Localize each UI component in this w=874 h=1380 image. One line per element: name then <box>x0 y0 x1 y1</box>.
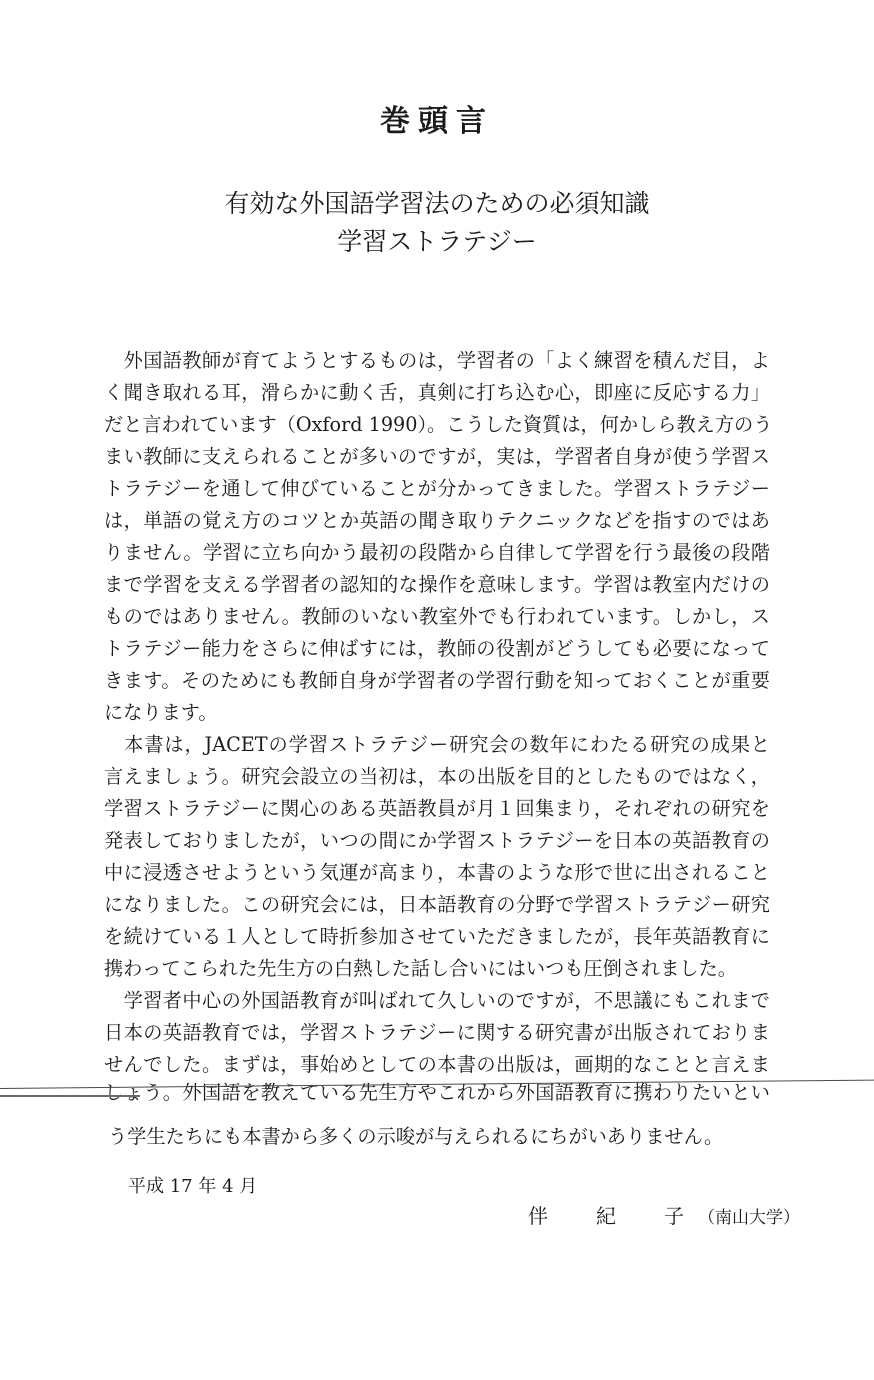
body-line: 言えましょう。研究会設立の当初は，本の出版を目的としたものではなく， <box>104 765 770 788</box>
body-line: は，単語の覚え方のコツとか英語の聞き取りテクニックなどを指すのではあ <box>104 509 770 532</box>
body-line: トラテジーを通して伸びていることが分かってきました。学習ストラテジー <box>104 477 770 500</box>
body-line: まで学習を支える学習者の認知的な操作を意味します。学習は教室内だけの <box>104 573 770 596</box>
body-line: く聞き取れる耳，滑らかに動く舌，真剣に打ち込む心，即座に反応する力」 <box>104 381 770 404</box>
body-line: 学習者中心の外国語教育が叫ばれて久しいのですが，不思議にもこれまで <box>104 989 770 1012</box>
body-line: だと言われています（Oxford 1990）。こうした資質は，何かしら教え方のう <box>104 413 773 436</box>
date-line: 平成 17 年 4 月 <box>128 1176 258 1197</box>
body-line: トラテジー能力をさらに伸ばすには，教師の役割がどうしても必要になって <box>104 637 770 660</box>
body-line: になりました。この研究会には，日本語教育の分野で学習ストラテジー研究 <box>104 893 770 916</box>
body-line: 本書は，JACETの学習ストラテジー研究会の数年にわたる研究の成果と <box>104 733 770 756</box>
body-line: 携わってこられた先生方の白熱した話し合いにはいつも圧倒されました。 <box>104 957 737 980</box>
author-affiliation: （南山大学） <box>698 1208 800 1228</box>
page-heading: 巻頭言 <box>380 104 494 139</box>
body-line: ものではありません。教師のいない教室外でも行われています。しかし，ス <box>104 605 770 628</box>
subtitle-line-2: 学習ストラテジー <box>337 227 537 256</box>
subtitle-line-1: 有効な外国語学習法のための必須知識 <box>224 189 650 218</box>
body-line: きます。そのためにも教師自身が学習者の学習行動を知っておくことが重要 <box>104 669 770 692</box>
body-line: 日本の英語教育では，学習ストラテジーに関する研究書が出版されておりま <box>104 1021 770 1044</box>
body-line: を続けている１人として時折参加させていただきましたが，長年英語教育に <box>104 925 770 948</box>
body-line: しょう。外国語を教えている先生方やこれから外国語教育に携わりたいとい <box>104 1081 770 1104</box>
author-name: 伴 紀 子 <box>528 1204 698 1228</box>
body-line: 外国語教師が育てようとするものは，学習者の「よく練習を積んだ目，よ <box>104 349 770 372</box>
body-line: まい教師に支えられることが多いのですが，実は，学習者自身が使う学習ス <box>104 445 770 468</box>
body-line: う学生たちにも本書から多くの示唆が与えられるにちがいありません。 <box>108 1125 724 1148</box>
body-line: 中に浸透させようという気運が高まり，本書のような形で世に出されること <box>104 861 770 884</box>
body-line: せんでした。まずは，事始めとしての本書の出版は，画期的なことと言えま <box>104 1053 770 1076</box>
body-line: 発表しておりましたが，いつの間にか学習ストラテジーを日本の英語教育の <box>104 829 770 852</box>
body-line: 学習ストラテジーに関心のある英語教員が月１回集まり，それぞれの研究を <box>104 797 770 820</box>
page-fold-shadow <box>0 1095 140 1097</box>
body-line: になります。 <box>104 701 218 724</box>
author-signature <box>528 1200 800 1229</box>
body-line: りません。学習に立ち向かう最初の段階から自律して学習を行う最後の段階 <box>104 541 770 564</box>
